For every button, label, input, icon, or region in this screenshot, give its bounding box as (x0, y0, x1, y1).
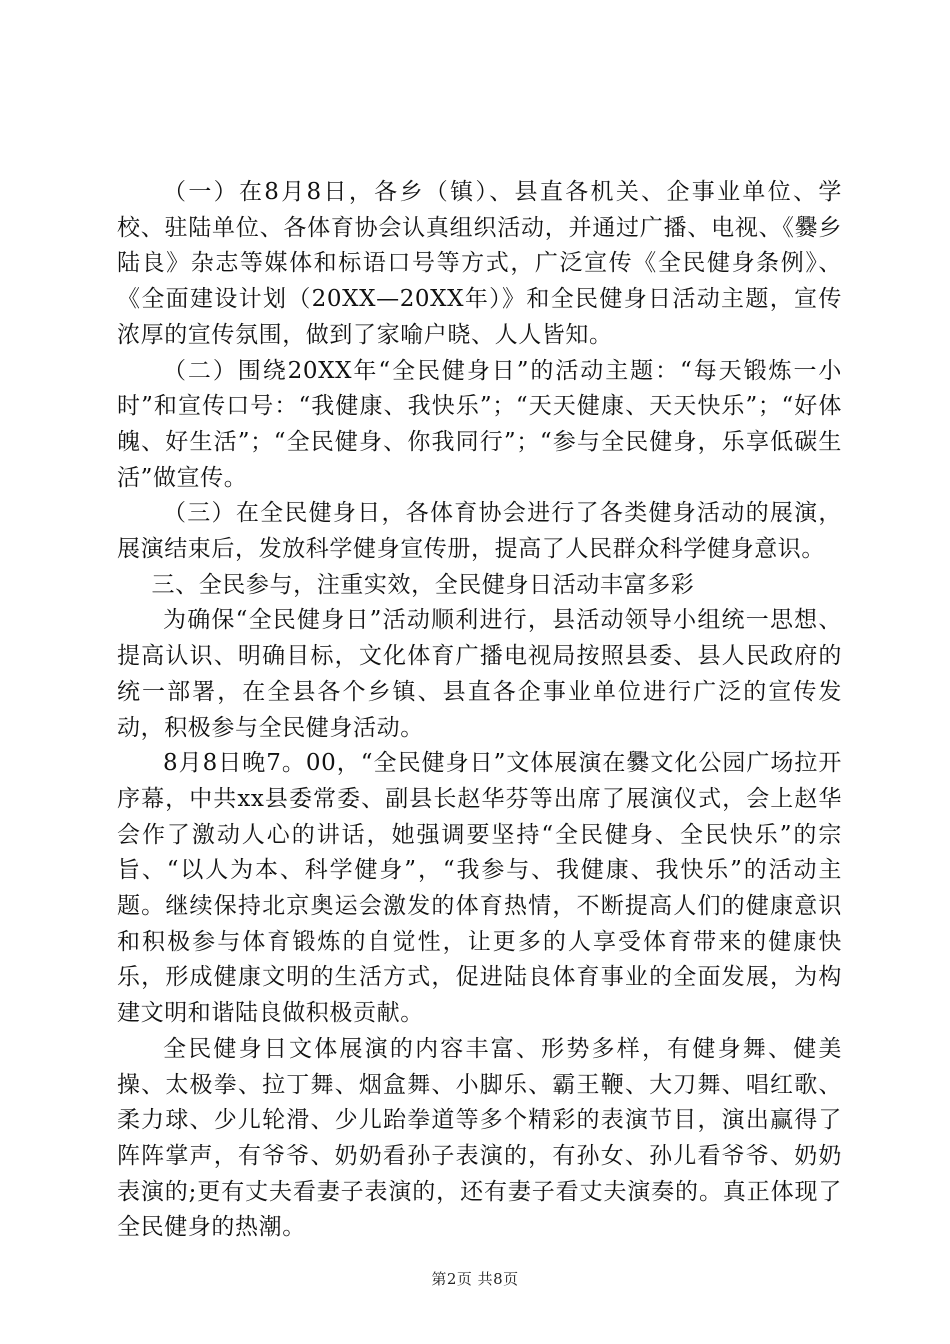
paragraph-item-7: 全民健身日文体展演的内容丰富、形势多样，有健身舞、健美操、太极拳、拉丁舞、烟盒舞、小脚乐、霸王鞭、大刀舞、唱红歌、柔力球、少儿轮滑、少儿跆拳道等多个精彩的表演节目，演出赢得了阵阵掌声，有爷爷、奶奶看孙子表演的，有孙女、孙儿看爷爷、奶奶表演的;更有丈夫看妻子表演的，还有妻子看丈夫演奏的。真正体现了全民健身的热潮。 (117, 1035, 842, 1241)
paragraph-item-6: 8月8日晚7。00，“全民健身日”文体展演在爨文化公园广场拉开序幕，中共xx县委常委、副县长赵华芬等出席了展演仪式，会上赵华会作了激动人心的讲话，她强调要坚持“全民健身、全民快乐”的宗旨、“以人为本、科学健身”，“我参与、我健康、我快乐”的活动主题。继续保持北京奥运会激发的体育热情，不断提高人们的健康意识和积极参与体育锻炼的自觉性，让更多的人享受体育带来的健康快乐，形成健康文明的生活方式，促进陆良体育事业的全面发展，为构建文明和谐陆良做积极贡献。 (117, 750, 842, 1027)
page-number-footer: 第2页 共8页 (431, 1270, 519, 1288)
paragraph-item-1: （一）在8月8日，各乡（镇）、县直各机关、企事业单位、学校、驻陆单位、各体育协会认真组织活动，并通过广播、电视、《爨乡陆良》杂志等媒体和标语口号等方式，广泛宣传《全民健身条例》、《全面建设计划（20XX—20XX年）》和全民健身日活动主题，宣传浓厚的宣传氛围，做到了家喻户晓、人人皆知。 (117, 179, 842, 348)
section-heading: 三、全民参与，注重实效，全民健身日活动丰富多彩 (151, 571, 695, 598)
document-body (117, 175, 842, 1246)
paragraph-item-5: 为确保“全民健身日”活动顺利进行，县活动领导小组统一思想、提高认识、明确目标，文化体育广播电视局按照县委、县人民政府的统一部署，在全县各个乡镇、县直各企事业单位进行广泛的宣传发动，积极参与全民健身活动。 (117, 607, 842, 741)
paragraph-item-2: （二）围绕20XX年“全民健身日”的活动主题：“每天锻炼一小时”和宣传口号：“我健康、我快乐”；“天天健康、天天快乐”；“好体魄、好生活”；“全民健身、你我同行”；“参与全民健身，乐享低碳生活”做宣传。 (117, 357, 842, 491)
paragraph-item-3: （三）在全民健身日，各体育协会进行了各类健身活动的展演，展演结束后，发放科学健身宣传册，提高了人民群众科学健身意识。 (117, 500, 842, 563)
